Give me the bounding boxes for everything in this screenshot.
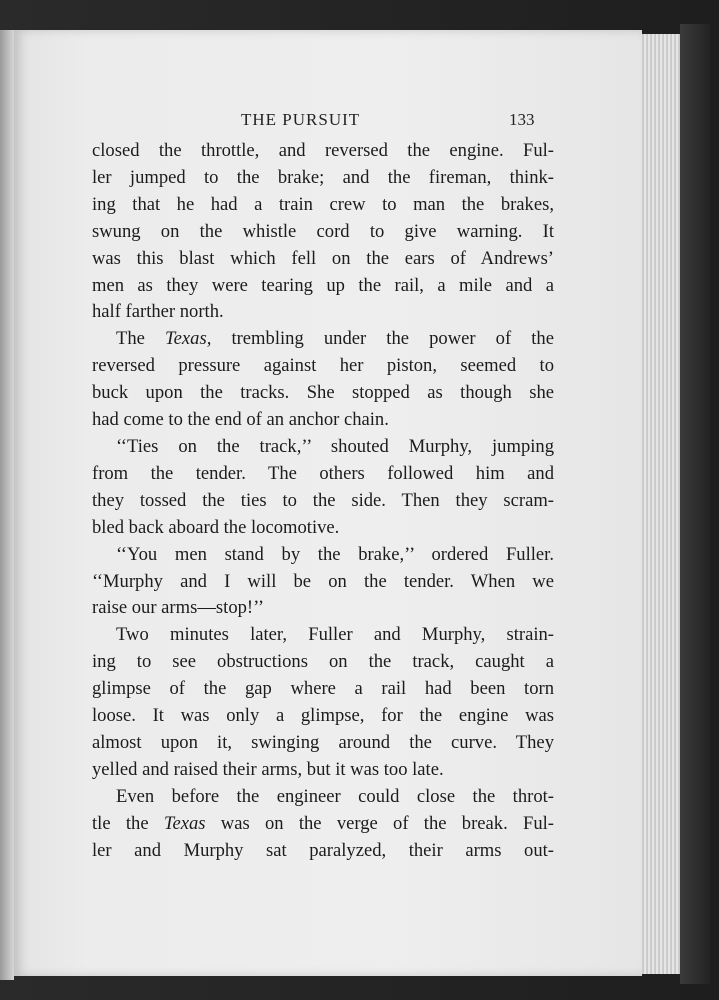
text-line: ‘‘You men stand by the brake,’’ ordered Fuller. [116,543,554,565]
book-binding-edge [680,24,710,984]
paragraph [92,784,554,865]
text-line: ‘‘Ties on the track,’’ shouted Murphy, jumping [116,435,554,457]
paragraph [92,138,554,326]
text-line: ler jumped to the brake; and the fireman, think- [92,166,554,188]
text-line: was this blast which fell on the ears of Andrews’ [92,247,554,269]
paragraph [92,542,554,623]
text-line: glimpse of the gap where a rail had been torn [92,678,554,700]
text-line: almost upon it, swinging around the curve. They [92,731,554,753]
text-line: buck upon the tracks. She stopped as though she [92,382,554,404]
text-line: raise our arms—stop!’’ [92,597,265,619]
italic-text: Texas [163,812,206,834]
page-number: 133 [509,110,535,129]
italic-text: Texas, [165,328,212,350]
text-line: Two minutes later, Fuller and Murphy, strain- [116,624,554,646]
text-line: they tossed the ties to the side. Then they scram- [92,489,554,511]
book-page [14,30,642,976]
text-line: tle the Texas was on the verge of the break. Ful- [92,812,554,834]
text-line: yelled and raised their arms, but it was too late. [92,758,444,780]
chapter-title: THE PURSUIT [241,110,361,129]
text-line: closed the throttle, and reversed the engine. Ful- [92,140,554,161]
text-line: bled back aboard the locomotive. [92,516,340,538]
paragraph [92,434,554,542]
paragraph [92,622,554,783]
text-line: Even before the engineer could close the throt- [116,785,554,807]
paragraph [92,326,554,434]
facing-page-edge [0,30,14,980]
text-line: The Texas, trembling under the power of the [116,328,554,350]
text-line: swung on the whistle cord to give warning. It [92,220,554,242]
text-line: had come to the end of an anchor chain. [92,409,389,431]
text-line: men as they were tearing up the rail, a mile and a [92,274,554,296]
running-head [14,110,642,134]
text-line: half farther north. [92,301,224,323]
text-line: from the tender. The others followed him and [92,462,554,484]
text-line: ing to see obstructions on the track, caught a [92,651,554,673]
text-line: ‘‘Murphy and I will be on the tender. When we [92,570,554,592]
text-line: loose. It was only a glimpse, for the engine was [92,705,554,727]
text-line: reversed pressure against her piston, seemed to [92,355,554,377]
page-block-edges [636,34,680,974]
text-line: ler and Murphy sat paralyzed, their arms out- [92,839,554,861]
body-text [92,138,554,864]
text-line: ing that he had a train crew to man the brakes, [92,193,554,215]
